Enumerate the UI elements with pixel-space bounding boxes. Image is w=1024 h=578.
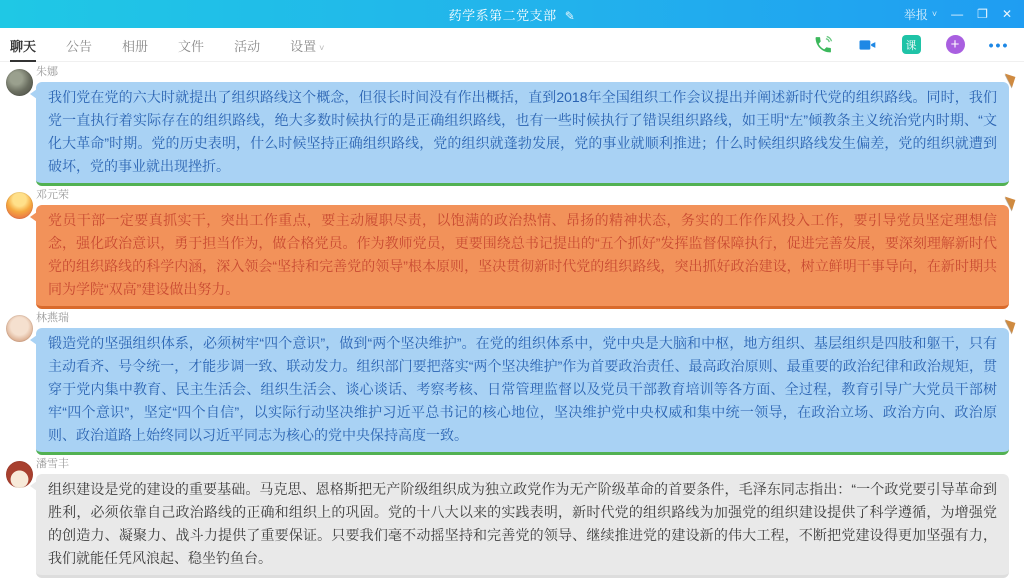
page-title: 药学系第二党支部 — [448, 7, 557, 23]
close-button[interactable]: ✕ — [1001, 7, 1012, 21]
corner-cursor-icon — [1002, 197, 1016, 211]
invite-member-icon[interactable] — [944, 34, 966, 56]
video-call-icon[interactable] — [856, 34, 878, 56]
tab-album[interactable]: 相册 — [122, 39, 149, 54]
avatar[interactable] — [6, 192, 33, 219]
message-bubble[interactable] — [36, 474, 1009, 578]
message-text: 锻造党的坚强组织体系，必须树牢“四个意识”，做到“两个坚决维护”。在党的组织体系中，党中央是大脑和中枢，地方组织、基层组织是四肢和躯干，只有主动看齐、号令统一，才能步调一致、联动发力。组织部门要把落实“两个坚决维护”作为首要政治责任、最高政治原则、最重要的政治纪律和政治规矩，贯穿于党内集中教育、民主生活会、组织生活会、谈心谈话、考察考核、日常管理监督以及党员干部教育培训等各方面、全过程，教育引导广大党员干部树牢“四个意识”，坚定“四个自信”，以实际行动坚决维护习近平总书记的核心地位，坚决维护党中央权威和集中统一领导，在政治立场、政治方向、政治原则、政治道路上始终同以习近平同志为核心的党中央保持高度一致。 — [48, 335, 997, 443]
chat-message — [0, 189, 1024, 309]
avatar[interactable] — [6, 315, 33, 342]
classroom-badge: 课 — [902, 35, 921, 54]
sender-name: 潘雪丰 — [36, 458, 69, 470]
tab-settings-label: 设置 — [290, 39, 317, 54]
tab-settings[interactable] — [290, 28, 324, 61]
report-label: 举报 — [903, 7, 928, 22]
tab-announcement[interactable]: 公告 — [66, 39, 93, 54]
voice-call-icon[interactable] — [812, 34, 834, 56]
tab-bar — [0, 28, 1024, 62]
corner-cursor-icon — [1002, 320, 1016, 334]
avatar[interactable] — [6, 69, 33, 96]
more-icon[interactable] — [988, 34, 1010, 56]
chevron-down-icon: ˅ — [931, 9, 938, 19]
message-text: 我们党在党的六大时就提出了组织路线这个概念，但很长时间没有作出概括，直到2018年全国组织工作会议提出并阐述新时代党的组织路线。同时，我们党一直执行着实际存在的组织路线，绝大多数时候执行的是正确组织路线，也有一些时候执行了错误组织路线，如王明“左”倾教条主义统治党内时期、“文化大革命”时期。党的历史表明，什么时候坚持正确组织路线，党的组织就蓬勃发展，党的事业就顺利推进；什么时候组织路线发生偏差，党的组织就遭到破坏，党的事业就出现挫折。 — [48, 89, 997, 174]
chat-message — [0, 312, 1024, 455]
chevron-down-icon: ˅ — [319, 43, 325, 53]
plus-icon: + — [946, 35, 965, 54]
message-text: 组织建设是党的建设的重要基础。马克思、恩格斯把无产阶级组织成为独立政党作为无产阶级革命的首要条件，毛泽东同志指出：“一个政党要引导革命到胜利，必须依靠自己政治路线的正确和组织上的巩固。党的十八大以来的实践表明，新时代党的组织路线为加强党的组织建设提供了科学遵循，为增强党的创造力、凝聚力、战斗力提供了重要保证。只要我们毫不动摇坚持和完善党的领导、继续推进党的建设新的伟大工程，不断把党建设得更加坚强有力，我们就能任凭风浪起、稳坐钓鱼台。 — [48, 481, 997, 566]
report-menu[interactable] — [904, 6, 937, 23]
edit-title-icon[interactable]: ✎ — [564, 8, 576, 23]
message-bubble[interactable] — [36, 328, 1009, 455]
tab-chat[interactable]: 聊天 — [10, 28, 36, 61]
chat-message — [0, 66, 1024, 186]
tab-files[interactable]: 文件 — [178, 39, 205, 54]
titlebar — [0, 0, 1024, 28]
sender-name: 邓元荣 — [36, 189, 69, 201]
avatar[interactable] — [6, 461, 33, 488]
sender-name: 朱娜 — [36, 66, 58, 78]
more-dots: ••• — [988, 36, 1010, 53]
maximize-button[interactable]: ❐ — [977, 7, 988, 21]
tab-activities[interactable]: 活动 — [234, 39, 261, 54]
group-title-wrap — [0, 5, 1024, 24]
chat-message — [0, 458, 1024, 578]
sender-name: 林燕瑞 — [36, 312, 69, 324]
message-text: 党员干部一定要真抓实干，突出工作重点，要主动履职尽责，以饱满的政治热情、昂扬的精神状态，务实的工作作风投入工作，要引导党员坚定理想信念，强化政治意识，勇于担当作为，做合格党员。作为教师党员，更要围绕总书记提出的“五个抓好”发挥监督保障执行，促进完善发展，要深刻理解新时代党的组织路线的科学内涵，深入领会“坚持和完善党的领导”根本原则，坚决贯彻新时代党的组织路线，突出抓好政治建设，树立鲜明干事导向，在新时期共同为学院“双高”建设做出努力。 — [48, 212, 997, 297]
chat-message-list — [0, 62, 1024, 578]
classroom-icon[interactable] — [900, 34, 922, 56]
minimize-button[interactable]: — — [951, 7, 964, 21]
corner-cursor-icon — [1002, 74, 1016, 88]
message-bubble[interactable] — [36, 82, 1009, 186]
message-bubble[interactable] — [36, 205, 1009, 309]
